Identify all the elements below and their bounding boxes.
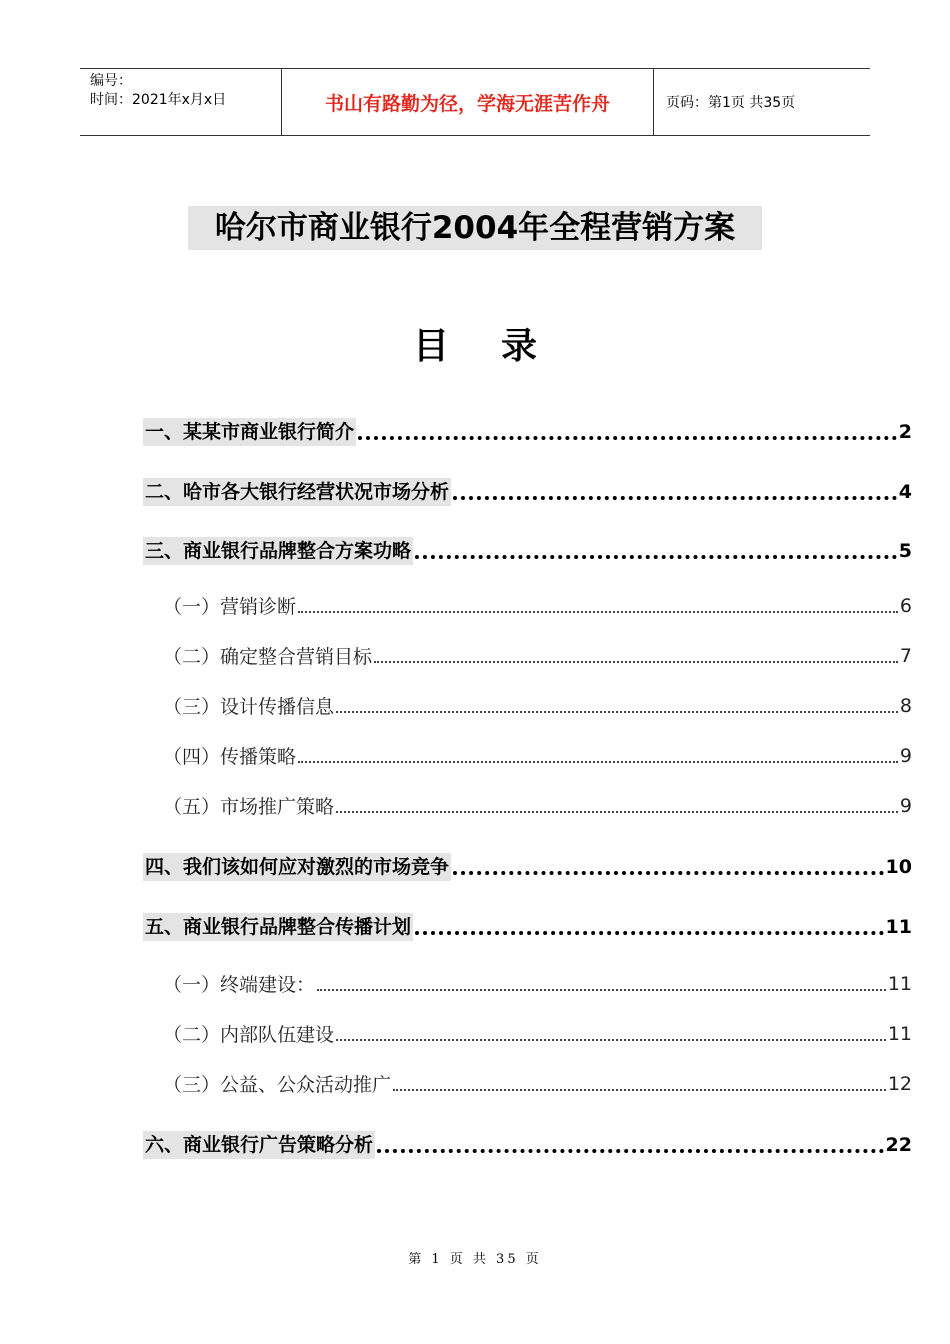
toc-entry[interactable] bbox=[143, 1131, 912, 1159]
toc-entry[interactable] bbox=[143, 913, 912, 941]
toc-entry-label: 一、某某市商业银行简介 bbox=[143, 418, 356, 446]
toc-entry[interactable] bbox=[163, 644, 912, 670]
header-motto: 书山有路勤为径，学海无涯苦作舟 bbox=[282, 69, 654, 135]
toc-entry[interactable] bbox=[163, 1072, 912, 1098]
toc-leader-dots bbox=[415, 551, 897, 559]
toc-entry-page: 4 bbox=[898, 481, 912, 503]
toc-entry[interactable] bbox=[143, 853, 912, 881]
toc-entry[interactable] bbox=[163, 594, 912, 620]
document-title: 哈尔市商业银行2004年全程营销方案 bbox=[188, 206, 762, 250]
toc-leader-dots bbox=[358, 432, 897, 440]
toc-entry[interactable] bbox=[163, 794, 912, 820]
page-header bbox=[80, 68, 870, 136]
toc-entry-page: 11 bbox=[885, 916, 912, 938]
toc-entry-page: 6 bbox=[899, 595, 912, 617]
toc-entry-label: （一）营销诊断 bbox=[163, 596, 297, 618]
toc-entry-label: 五、商业银行品牌整合传播计划 bbox=[143, 913, 413, 941]
toc-entry-label: 二、哈市各大银行经营状况市场分析 bbox=[143, 478, 451, 506]
toc-entry-page: 11 bbox=[887, 973, 912, 995]
toc-entry[interactable] bbox=[163, 1022, 912, 1048]
toc-entry-label: （五）市场推广策略 bbox=[163, 796, 335, 818]
toc-leader-dots bbox=[317, 987, 886, 991]
toc-entry-page: 5 bbox=[898, 540, 912, 562]
toc-entry-page: 2 bbox=[898, 421, 912, 443]
toc-leader-dots bbox=[336, 709, 898, 713]
toc-entry-page: 9 bbox=[899, 795, 912, 817]
toc-entry[interactable] bbox=[143, 478, 912, 506]
toc-leader-dots bbox=[298, 609, 898, 613]
toc-entry[interactable] bbox=[143, 418, 912, 446]
toc-leader-dots bbox=[453, 867, 884, 875]
toc-leader-dots bbox=[336, 1037, 886, 1041]
toc-entry-page: 9 bbox=[899, 745, 912, 767]
toc-entry[interactable] bbox=[163, 744, 912, 770]
number-label: 编号： bbox=[90, 73, 132, 89]
header-page-info: 页码：第1页 共35页 bbox=[666, 95, 796, 111]
toc-entry-label: （三）设计传播信息 bbox=[163, 696, 335, 718]
toc-entry-page: 8 bbox=[899, 695, 912, 717]
toc-leader-dots bbox=[298, 759, 898, 763]
toc-entry-label: （三）公益、公众活动推广 bbox=[163, 1074, 392, 1096]
toc-leader-dots bbox=[377, 1145, 884, 1153]
toc-entry-label: （二）内部队伍建设 bbox=[163, 1024, 335, 1046]
header-meta bbox=[80, 69, 282, 135]
toc-leader-dots bbox=[453, 492, 897, 500]
toc-entry[interactable] bbox=[163, 694, 912, 720]
date-label: 时间：2021年x月x日 bbox=[90, 92, 227, 108]
toc-heading: 目录 bbox=[412, 325, 589, 367]
toc-leader-dots bbox=[374, 659, 898, 663]
toc-leader-dots bbox=[415, 927, 884, 935]
toc-entry-page: 22 bbox=[885, 1134, 912, 1156]
toc-entry[interactable] bbox=[163, 972, 912, 998]
toc-entry-page: 12 bbox=[887, 1073, 912, 1095]
toc-entry-page: 7 bbox=[899, 645, 912, 667]
toc-entry[interactable] bbox=[143, 537, 912, 565]
toc-entry-label: 四、我们该如何应对激烈的市场竞争 bbox=[143, 853, 451, 881]
toc-entry-label: （一）终端建设： bbox=[163, 974, 316, 996]
toc-leader-dots bbox=[393, 1087, 886, 1091]
toc-entry-page: 11 bbox=[887, 1023, 912, 1045]
toc-entry-label: 六、商业银行广告策略分析 bbox=[143, 1131, 375, 1159]
toc-entry-label: 三、商业银行品牌整合方案功略 bbox=[143, 537, 413, 565]
toc-leader-dots bbox=[336, 809, 898, 813]
toc-entry-label: （四）传播策略 bbox=[163, 746, 297, 768]
page-footer: 第 1 页 共 35 页 bbox=[408, 1252, 542, 1267]
toc-entry-label: （二）确定整合营销目标 bbox=[163, 646, 373, 668]
toc-entry-page: 10 bbox=[885, 856, 912, 878]
